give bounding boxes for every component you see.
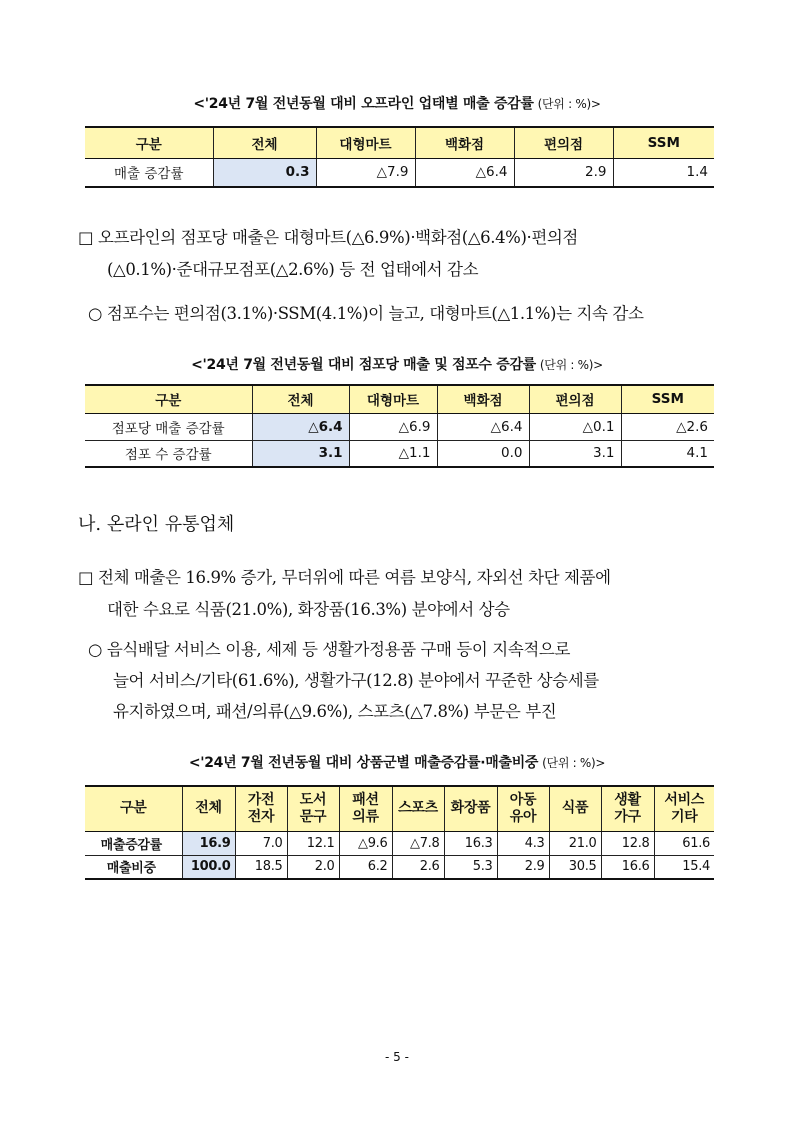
table-cell: 3.1: [529, 440, 621, 467]
table-header-cell: 전체: [213, 127, 316, 158]
section-heading: 나. 온라인 유통업체: [78, 514, 235, 535]
table3-caption-text: <'24년 7월 전년동월 대비 상품군별 매출증감률·매출비중: [188, 755, 539, 771]
table-row: [85, 158, 714, 187]
table-header-row: [85, 786, 714, 831]
table-cell: 16.6: [601, 855, 654, 879]
table1-caption: [0, 93, 794, 113]
table-header-cell: 도서 문구: [287, 786, 339, 831]
table-header-cell: SSM: [613, 127, 714, 158]
table-row: [85, 440, 714, 467]
table3-caption: [0, 752, 794, 772]
table-cell-total: △6.4: [252, 413, 349, 440]
table-cell: △6.4: [437, 413, 529, 440]
table-cell: 18.5: [235, 855, 287, 879]
online-detail-paragraph-line3: 유지하였으며, 패션/의류(△9.6%), 스포츠(△7.8%) 부문은 부진: [113, 702, 557, 721]
table-cell: △0.1: [529, 413, 621, 440]
table-header-cell: 가전 전자: [235, 786, 287, 831]
table-header-cell: 화장품: [444, 786, 497, 831]
offline-store-paragraph-line2: (△0.1%)·준대규모점포(△2.6%) 등 전 업태에서 감소: [107, 260, 479, 279]
table-cell-total: 0.3: [213, 158, 316, 187]
table-cell: △1.1: [349, 440, 437, 467]
table-header-row: [85, 385, 714, 413]
row-label: 매출비중: [85, 855, 182, 879]
table-header-cell: 편의점: [514, 127, 613, 158]
offline-store-paragraph-line1: □ 오프라인의 점포당 매출은 대형마트(△6.9%)·백화점(△6.4%)·편의점: [78, 228, 578, 247]
table-cell-total: 16.9: [182, 831, 235, 855]
table-row: [85, 855, 714, 879]
table-cell: 30.5: [549, 855, 601, 879]
table-header-cell: SSM: [621, 385, 714, 413]
table-row: [85, 831, 714, 855]
table-cell: 12.1: [287, 831, 339, 855]
table-cell: 1.4: [613, 158, 714, 187]
table-header-cell: 백화점: [437, 385, 529, 413]
table-header-cell: 구분: [85, 127, 213, 158]
row-label: 점포 수 증감률: [85, 440, 252, 467]
table-cell: △7.8: [392, 831, 444, 855]
table-cell: 12.8: [601, 831, 654, 855]
table1-caption-text: <'24년 7월 전년동월 대비 오프라인 업태별 매출 증감률: [193, 96, 534, 112]
table-row: [85, 413, 714, 440]
table-cell: 4.1: [621, 440, 714, 467]
table-cell-total: 100.0: [182, 855, 235, 879]
offline-sales-table: [85, 126, 714, 188]
table-header-cell: 스포츠: [392, 786, 444, 831]
table-header-cell: 구분: [85, 786, 182, 831]
table-cell: 4.3: [497, 831, 549, 855]
table-cell: 5.3: [444, 855, 497, 879]
table-cell: 15.4: [654, 855, 714, 879]
table-cell: △9.6: [339, 831, 392, 855]
table-header-cell: 편의점: [529, 385, 621, 413]
table2-caption: [0, 354, 794, 374]
row-label: 점포당 매출 증감률: [85, 413, 252, 440]
product-category-table: [85, 785, 714, 880]
online-sales-paragraph-line2: 대한 수요로 식품(21.0%), 화장품(16.3%) 분야에서 상승: [107, 600, 510, 619]
table-header-cell: 서비스 기타: [654, 786, 714, 831]
row-label: 매출증감률: [85, 831, 182, 855]
table2-caption-text: <'24년 7월 전년동월 대비 점포당 매출 및 점포수 증감률: [191, 357, 536, 373]
online-sales-paragraph-line1: □ 전체 매출은 16.9% 증가, 무더위에 따른 여름 보양식, 자외선 차단 제품에: [78, 568, 611, 587]
table-cell: △6.4: [415, 158, 514, 187]
table-header-cell: 전체: [252, 385, 349, 413]
table-header-cell: 구분: [85, 385, 252, 413]
table2-unit: (단위 : %)>: [539, 358, 603, 372]
table-header-cell: 대형마트: [349, 385, 437, 413]
table-cell: 21.0: [549, 831, 601, 855]
table-cell-total: 3.1: [252, 440, 349, 467]
table-cell: 6.2: [339, 855, 392, 879]
online-detail-paragraph-line1: ○ 음식배달 서비스 이용, 세제 등 생활가정용품 구매 등이 지속적으로: [88, 640, 570, 659]
table-header-cell: 생활 가구: [601, 786, 654, 831]
row-label: 매출 증감률: [85, 158, 213, 187]
table-cell: △6.9: [349, 413, 437, 440]
table-header-row: [85, 127, 714, 158]
table-cell: 2.6: [392, 855, 444, 879]
table-header-cell: 전체: [182, 786, 235, 831]
store-count-paragraph: ○ 점포수는 편의점(3.1%)·SSM(4.1%)이 늘고, 대형마트(△1.1%)는 지속 감소: [88, 304, 644, 323]
table-header-cell: 대형마트: [316, 127, 415, 158]
table-header-cell: 백화점: [415, 127, 514, 158]
table-header-cell: 식품: [549, 786, 601, 831]
table-cell: △2.6: [621, 413, 714, 440]
table-cell: △7.9: [316, 158, 415, 187]
page-number: - 5 -: [385, 1050, 409, 1064]
online-detail-paragraph-line2: 늘어 서비스/기타(61.6%), 생활가구(12.8) 분야에서 꾸준한 상승세를: [113, 671, 599, 690]
table-cell: 2.0: [287, 855, 339, 879]
table-cell: 61.6: [654, 831, 714, 855]
table3-unit: (단위 : %)>: [542, 756, 606, 770]
per-store-sales-table: [85, 384, 714, 468]
table-header-cell: 아동 유아: [497, 786, 549, 831]
table-cell: 0.0: [437, 440, 529, 467]
table1-unit: (단위 : %)>: [537, 97, 601, 111]
table-header-cell: 패션 의류: [339, 786, 392, 831]
table-cell: 16.3: [444, 831, 497, 855]
table-cell: 7.0: [235, 831, 287, 855]
table-cell: 2.9: [497, 855, 549, 879]
table-cell: 2.9: [514, 158, 613, 187]
